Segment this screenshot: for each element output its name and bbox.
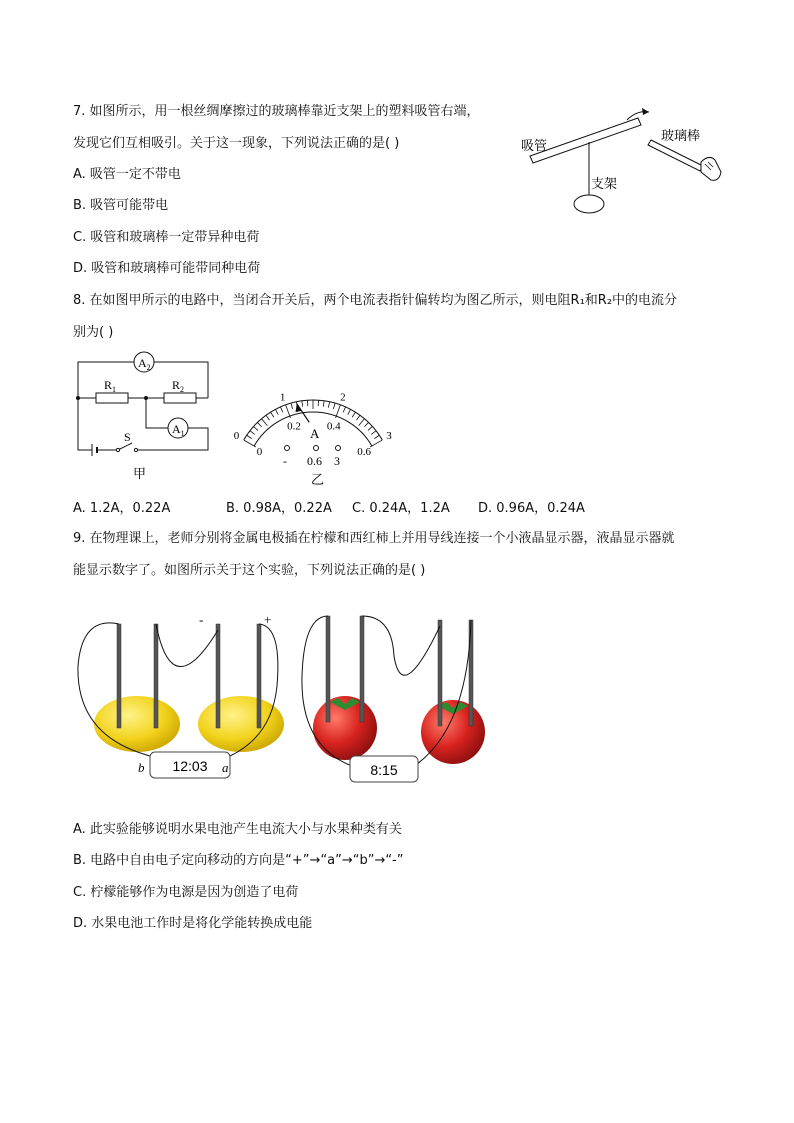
meter-tick <box>247 435 252 438</box>
meter-tick <box>374 435 379 438</box>
q9-option-d[interactable]: D. 水果电池工作时是将化学能转换成电能 <box>73 916 313 931</box>
q9-stem-line1: 9. 在物理课上，老师分别将金属电极插在柠檬和西红柿上并用导线连接一个小液晶显示器，液晶显示器就 <box>73 531 675 546</box>
label-a2: $A_2$ <box>138 356 151 372</box>
q7-option-c[interactable]: C. 吸管和玻璃棒一定带异种电荷 <box>73 230 260 245</box>
electrode-2 <box>154 624 158 728</box>
meter-tick <box>343 407 345 412</box>
terminal-label-3: 3 <box>334 454 340 468</box>
q8-ammeter-dial <box>228 362 398 490</box>
q7-option-a[interactable]: A. 吸管一定不带电 <box>73 167 181 182</box>
q8-stem-line1: 8. 在如图甲所示的电路中，当闭合开关后，两个电流表指针偏转均为图乙所示，则电阻R₁和R₂中的电流分 <box>73 293 678 308</box>
meter-tick <box>371 431 376 435</box>
meter-tick <box>323 401 324 407</box>
meter-unit-a: A <box>310 426 320 441</box>
q7-figure-straw-rod <box>515 100 725 218</box>
meter-tick <box>262 419 268 426</box>
meter-tick <box>291 403 293 409</box>
meter-tick <box>244 440 256 447</box>
resistor-r1 <box>96 393 128 403</box>
meter-top-tick-label: 2 <box>340 391 346 404</box>
q8-circuit-figure <box>72 350 217 480</box>
label-b: b <box>138 760 145 775</box>
meter-tick <box>302 401 303 407</box>
meter-tick <box>368 426 372 430</box>
terminal-3 <box>336 446 341 451</box>
meter-tick <box>364 422 368 426</box>
electrode-8 <box>469 620 473 726</box>
meter-tick <box>333 403 335 409</box>
q8-stem-line2: 别为( ) <box>73 325 114 340</box>
terminal-label-neg: - <box>283 454 287 468</box>
q9-option-c[interactable]: C. 柠檬能够作为电源是因为创造了电荷 <box>73 885 299 900</box>
lemon-right <box>198 696 284 752</box>
meter-bottom-tick-label: 0.2 <box>287 420 301 433</box>
meter-tick <box>370 440 382 447</box>
q9-fruit-battery-figure <box>72 606 492 786</box>
q7-stem-line2: 发现它们互相吸引。关于这一现象，下列说法正确的是( ) <box>73 136 400 151</box>
electrode-5 <box>326 616 330 722</box>
q7-option-d[interactable]: D. 吸管和玻璃棒可能带同种电荷 <box>73 261 261 276</box>
meter-tick <box>275 409 278 414</box>
tomato-display-time: 8:15 <box>370 762 398 778</box>
label-yi: 乙 <box>311 473 325 488</box>
lemon-display-time: 12:03 <box>172 758 208 774</box>
q9-option-a[interactable]: A. 此实验能够说明水果电池产生电流大小与水果种类有关 <box>73 822 402 837</box>
label-switch-s: S <box>124 430 131 444</box>
meter-tick <box>328 402 329 408</box>
meter-bottom-tick-label: 0 <box>256 446 263 458</box>
meter-tick <box>280 407 282 412</box>
label-r2: $R_2$ <box>172 378 185 394</box>
meter-tick <box>254 426 258 430</box>
electrode-6 <box>360 616 364 722</box>
resistor-r2 <box>164 393 196 403</box>
q7-option-b[interactable]: B. 吸管可能带电 <box>73 198 169 213</box>
lemon-left <box>94 696 180 752</box>
electrode-4 <box>257 624 261 728</box>
terminal-label-0-6: 0.6 <box>307 454 322 468</box>
label-glass-rod: 玻璃棒 <box>661 129 701 144</box>
glass-rod-shape <box>648 140 703 171</box>
q8-options-row <box>73 497 633 517</box>
label-plus: + <box>264 612 272 627</box>
label-a: a <box>222 760 229 775</box>
q9-option-b[interactable]: B. 电路中自由电子定向移动的方向是“+”→“a”→“b”→“-” <box>73 853 404 868</box>
label-minus: - <box>199 612 204 627</box>
meter-tick <box>271 412 274 417</box>
hand-icon <box>701 157 721 180</box>
meter-tick <box>356 415 360 420</box>
switch-blade <box>118 443 132 450</box>
q8-option-b[interactable]: B. 0.98A，0.22A <box>226 501 332 516</box>
q8-option-c[interactable]: C. 0.24A，1.2A <box>352 501 450 516</box>
terminal-0-6 <box>314 446 319 451</box>
label-stand: 支架 <box>591 177 618 192</box>
meter-top-tick-label: 3 <box>386 430 392 442</box>
meter-tick <box>266 415 270 420</box>
meter-bottom-tick-label: 0.4 <box>326 420 341 433</box>
meter-bottom-tick-label: 0.6 <box>357 446 371 458</box>
q7-stem-line1: 7. 如图所示，用一根丝绸摩擦过的玻璃棒靠近支架上的塑料吸管右端， <box>73 104 480 119</box>
q8-option-a[interactable]: A. 1.2A，0.22A <box>73 501 171 516</box>
meter-tick <box>348 409 351 414</box>
label-a1: $A_1$ <box>172 422 185 438</box>
q8-option-d[interactable]: D. 0.96A，0.24A <box>478 501 585 516</box>
meter-top-tick-label: 1 <box>279 391 286 404</box>
stand-base <box>574 195 604 213</box>
electrode-7 <box>438 620 442 726</box>
label-jia: 甲 <box>133 467 147 480</box>
meter-tick <box>250 431 255 435</box>
q9-stem-line2: 能显示数字了。如图所示关于这个实验，下列说法正确的是( ) <box>73 563 426 578</box>
meter-tick <box>359 419 365 426</box>
terminal-neg <box>285 446 290 451</box>
meter-tick <box>257 422 261 426</box>
label-straw: 吸管 <box>521 139 548 154</box>
label-r1: $R_1$ <box>104 378 117 394</box>
meter-tick <box>352 412 355 417</box>
electrode-3 <box>216 624 220 728</box>
meter-top-tick-label: 0 <box>233 430 240 442</box>
electrode-1 <box>117 624 121 728</box>
